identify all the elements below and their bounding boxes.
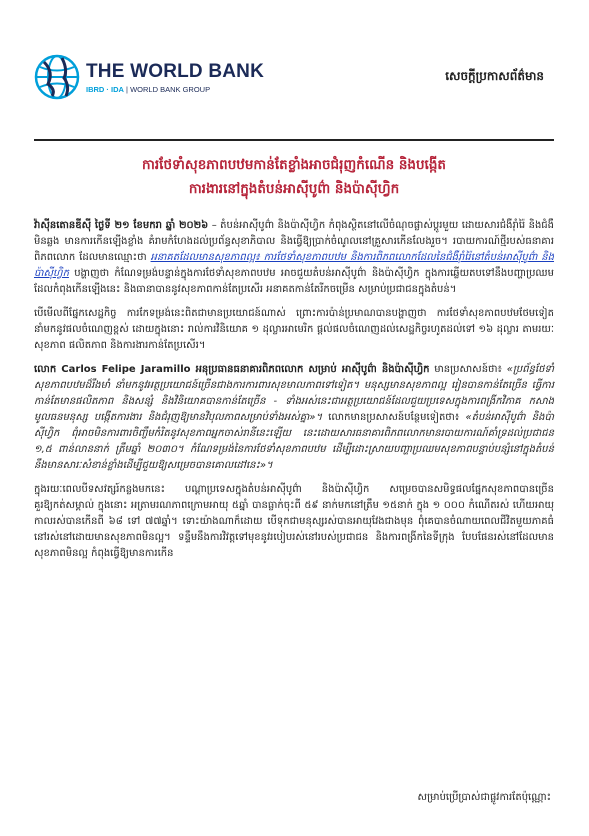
org-sub-separator: | (126, 84, 131, 94)
paragraph-3-mid: លោកមានប្រសាសន៍បន្ថែមទៀតថា៖ (322, 412, 466, 423)
paragraph-1-text-b: បង្ហាញថា កំណែទម្រង់បន្ទាន់ក្នុងការថែទាំសុខភាពបឋម អាចជួយតំបន់អាស៊ីបូព៌ា និងប៉ាស៊ីហ្វិក ក្នុងការឆ្លើយតបទៅនឹងបញ្ហាប្រឈមដែលកំពុងកើនឡើងនេះ និងធានាបាននូវសុខភាពកាន់តែប្រសើរ អនាគតកាន់តែរីកចម្រើន សម្រាប់ប្រជាជនក្នុងតំបន់។ (34, 268, 554, 295)
report-link[interactable]: អនាគតដែលមានសុខភាពល្អ៖ ការថែទាំសុខភាពបឋម និងការពិភពលោកដែលនៃជំងឺរ៉ាំរ៉ៃនៅតំបន់អាស៊ីបូព៌ា និងប៉ាស៊ីហ្វិក (34, 252, 555, 279)
paragraph-1-text-a: – តំបន់អាស៊ីបូព៌ា និងប៉ាស៊ីហ្វិក កំពុងស្ថិតនៅលើចំណុចផ្លាស់ប្ដូរមួយ ដោយសារជំងឺរ៉ាំរ៉ៃ និងជំងឺមិនឆ្លង មានការកើនឡើងខ្លាំង គំរាមកំហែងដល់ប្រព័ន្ធសុខាភិបាល និងធ្វើឱ្យប្រាក់ចំណូលនៅគ្រួសារកើនលែងរួច។ របាយការណ៍ថ្មីរបស់ធនាគារពិភពលោក ដែលមានឈ្មោះថា (34, 220, 554, 263)
paragraph-4: ក្នុងរយៈពេលបីទសវត្សរ៍កន្លងមកនេះ បណ្ដាប្រទេសក្នុងតំបន់អាស៊ីបូព៌ា និងប៉ាស៊ីហ្វិក សម្រេចបានសមិទ្ធផលផ្នែកសុខភាពបានច្រើនគួរឱ្យកត់សម្គាល់ ក្នុងនោះ អត្រាមរណភាពក្រោមអាយុ ៥ឆ្នាំ បានធ្លាក់ចុះពី ៥៩ នាក់មកនៅត្រឹម ១៥នាក់ ក្នុង ១ ០០០ កំណើតរស់ ហើយអាយុកាលរស់បានកើនពី ៦៨ ទៅ ៧៧ឆ្នាំ។ ទោះយ៉ាងណាក៏ដោយ បើទុកជាមនុស្សរស់បានអាយុវែងជាងមុន ពុំគេបានចំណាយពេលជីវិតមួយភាគធំនៅរស់នៅដោយមានសុខភាពមិនល្អ។ ទន្ទឹមនឹងការវិវត្តទៅមុខនូវរបៀបរស់នៅរបស់ប្រជាជន និងការពង្រីកនៃទីក្រុង បែបផែនរស់នៅដែលមានសុខភាពមិនល្អ កំពុងធ្វើឱ្យមានការកើន (34, 484, 554, 559)
paragraph-3-intro: មានប្រសាសន៍ថា៖ (429, 364, 507, 375)
quote-2: «តំបន់អាស៊ីបូព៌ា និងប៉ាស៊ីហ្វិក ពុំអាចមិនការពារចិញ្ចឹមកំរិតនូវសុខភាពអ្នកចាស់រានីនេះឡើយ នេះដោយសារធនាគារពិភពលោកមានរបាយការណ៍គាំទ្រដល់ប្រជាជន ១,៥ ពាន់លាននាក់ ត្រឹមឆ្នាំ ២០៣០។ កំណែទម្រង់នៃការថែទាំសុខភាពបឋម ដើម្បីដោះស្រាយបញ្ហាប្រឈមសុខភាពបន្ទាប់បន្សំនៅក្នុងតំបន់ នឹងមានសារៈសំខាន់ខ្លាំងដើម្បីជួយឱ្យសម្រេចបានគោលដៅនេះ»។ (34, 412, 554, 471)
dateline: វ៉ាស៊ីនតោនឌីស៊ី ថ្ងៃទី ២១ ខែមករា ឆ្នាំ ២០២៦ (34, 220, 209, 231)
world-bank-logo (34, 54, 264, 100)
quote-1: «ប្រព័ន្ធថែទាំសុខភាពបឋមដ៏រឹងមាំ នាំមកនូវអត្ថប្រយោជន៍ច្រើនជាងការការពារសុខមាលភាពទៅទៀត។ មនុស្សមានសុខភាពល្អ រៀនបានកាន់តែច្រើន ធ្វើការកាន់តែមានផលិតភាព និងសន្សំ និងវិនិយោគបានកាន់តែច្រើន - ទាំងអស់នេះជាអត្ថប្រយោជន៍ដែលជួយប្រទេសក្នុងការពង្រីកវិភាគ កសាងមូលធនមនុស្ស បង្កើតការងារ និងជំរុញឱ្យមានវិបុលភាពសម្រាប់ទាំងអស់គ្នា»។ (34, 364, 554, 423)
page-header (34, 54, 554, 110)
paragraph-3 (34, 362, 554, 474)
headline-line-2: ការងារនៅក្នុងតំបន់អាស៊ីបូព៌ា និងប៉ាស៊ីហ្វិក (188, 181, 400, 197)
org-name: THE WORLD BANK (86, 60, 265, 82)
headline (34, 153, 554, 201)
header-divider (34, 139, 554, 141)
footer-note: សម្រាប់ប្រើប្រាស់ជាផ្លូវការតែប៉ុណ្ណោះ (417, 792, 551, 803)
org-subtitle (86, 85, 264, 94)
paragraph-2: បើមើលពីផ្នែកសេដ្ឋកិច្ច ការកែទម្រង់នេះពិតជាមានប្រយោជន៍ណាស់ ព្រោះការប៉ាន់ប្រមាណបានបង្ហាញថា ការថែទាំសុខភាពបឋមថែមទៀត នាំមកនូវផលចំណេញខ្ពស់ ដោយក្នុងនោះ រាល់ការវិនិយោគ ១ ដុល្លារអាមេរិក ផ្ដល់ផលចំណេញដល់សេដ្ឋកិច្ចរហូតដល់ទៅ ១៦ ដុល្លារ តាមរយៈសុខភាព ផលិតភាព និងការងារកាន់តែប្រសើរ។ (34, 308, 554, 351)
org-sub-group: WORLD BANK GROUP (130, 84, 211, 94)
globe-icon (34, 54, 80, 100)
headline-line-1: ការថែទាំសុខភាពបឋមកាន់តែខ្លាំងអាចជំរុញកំណើន និងបង្កើត (142, 157, 446, 173)
speaker-name: លោក Carlos Felipe Jaramillo អនុប្រធានធនាគារពិភពលោក សម្រាប់ អាស៊ីបូព៌ា និងប៉ាស៊ីហ្វិក (34, 364, 430, 375)
press-release-label: សេចក្ដីប្រកាសព័ត៌មាន (445, 69, 544, 83)
org-sub-ibrd: IBRD · IDA (86, 84, 124, 94)
article-body (34, 218, 554, 570)
paragraph-1 (34, 218, 554, 298)
